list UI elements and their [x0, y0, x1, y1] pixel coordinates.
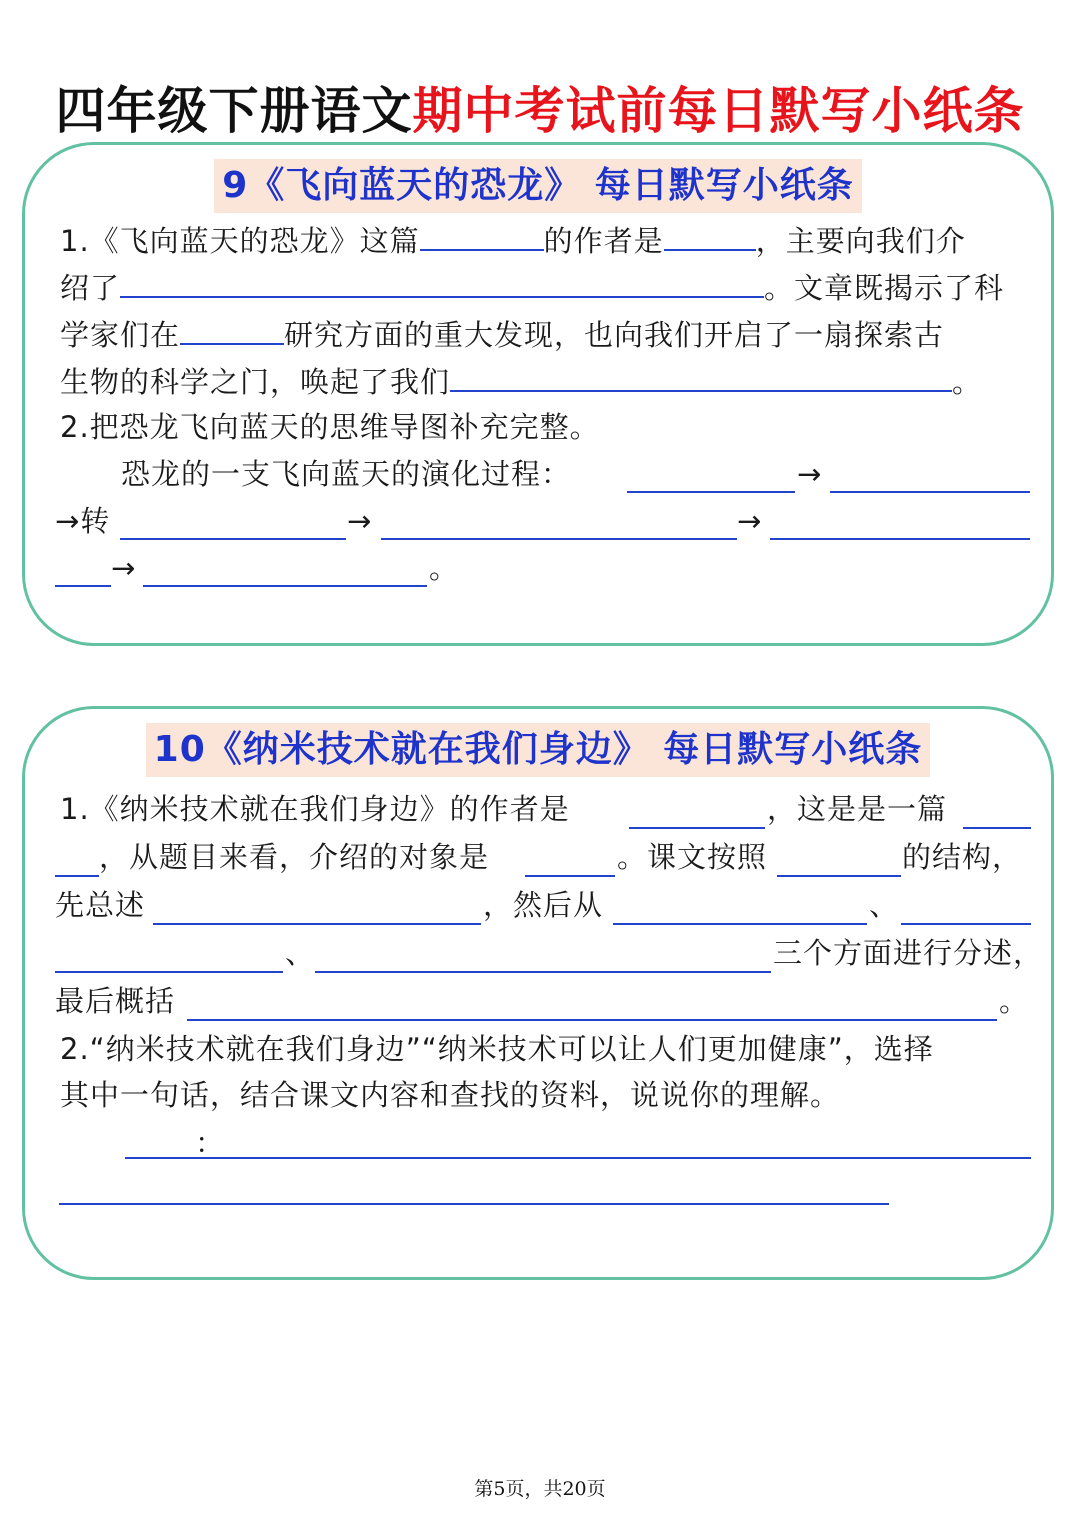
fill-blank[interactable] — [143, 585, 427, 587]
question-line: 1.《纳米技术就在我们身边》的作者是 — [60, 792, 570, 826]
fill-blank[interactable] — [770, 538, 1030, 540]
page-title — [0, 78, 1080, 144]
answer-line[interactable] — [125, 1157, 1031, 1159]
question-2-prompt: 其中一句话，结合课文内容和查找的资料，说说你的理解。 — [60, 1078, 841, 1112]
question-line: 。课文按照 — [617, 840, 768, 874]
fill-blank[interactable] — [55, 875, 99, 877]
fill-blank[interactable] — [777, 875, 901, 877]
question-line: 1.《飞向蓝天的恐龙》这篇 的作者是 ，主要向我们介 — [60, 219, 966, 261]
fill-blank[interactable] — [153, 923, 481, 925]
fill-blank[interactable] — [381, 538, 737, 540]
question-line: ，然后从 — [483, 888, 604, 922]
answer-line[interactable] — [59, 1203, 889, 1205]
question-line: 绍了 。文章既揭示了科 — [60, 266, 1004, 308]
question-2-prompt: 2.“纳米技术就在我们身边”“纳米技术可以让人们更加健康”，选择 — [60, 1032, 934, 1066]
fill-blank[interactable] — [55, 971, 283, 973]
fill-blank[interactable] — [963, 827, 1031, 829]
fill-blank[interactable] — [629, 827, 765, 829]
question-line: 生物的科学之门，唤起了我们 。 — [60, 360, 982, 402]
question-line: 的结构， — [902, 840, 1023, 874]
question-line: 三个方面进行分述， — [773, 936, 1044, 970]
arrow-text: →转 — [55, 504, 111, 538]
period-text: 。 — [429, 551, 460, 585]
fill-blank[interactable] — [613, 923, 867, 925]
question-line: 先总述 — [55, 888, 146, 922]
fill-blank[interactable] — [55, 585, 111, 587]
card-heading — [25, 723, 1051, 777]
fill-blank[interactable] — [627, 491, 795, 493]
question-2-prompt: 2.把恐龙飞向蓝天的思维导图补充完整。 — [60, 410, 600, 444]
arrow-text: → — [111, 551, 137, 585]
fill-blank[interactable] — [420, 219, 544, 251]
fill-blank[interactable] — [830, 491, 1030, 493]
fill-blank[interactable] — [120, 538, 346, 540]
worksheet-card-lesson-10 — [22, 706, 1054, 1280]
fill-blank[interactable] — [901, 923, 1031, 925]
fill-blank[interactable] — [315, 971, 771, 973]
colon-text: ： — [195, 1126, 226, 1160]
arrow-text: → — [737, 504, 763, 538]
arrow-text: → — [347, 504, 373, 538]
question-line: 、 — [285, 936, 316, 970]
page-footer: 第5页，共20页 — [474, 1478, 606, 1500]
card-heading-text: 9《飞向蓝天的恐龙》 每日默写小纸条 — [214, 159, 862, 213]
question-line: ，从题目来看，介绍的对象是 — [99, 840, 490, 874]
fill-blank[interactable] — [180, 313, 284, 345]
question-line: 最后概括 — [55, 984, 176, 1018]
card-heading-text: 10《纳米技术就在我们身边》 每日默写小纸条 — [146, 723, 931, 777]
question-line: 、 — [869, 888, 900, 922]
card-heading — [25, 159, 1051, 213]
page-title-red: 期中考试前每日默写小纸条 — [412, 82, 1025, 140]
fill-blank[interactable] — [120, 266, 764, 298]
question-line: ，这是是一篇 — [767, 792, 948, 826]
question-line: 恐龙的一支飞向蓝天的演化过程： — [121, 457, 572, 491]
question-line: 学家们在 研究方面的重大发现，也向我们开启了一扇探索古 — [60, 313, 944, 355]
fill-blank[interactable] — [525, 875, 615, 877]
fill-blank[interactable] — [664, 219, 756, 251]
page-title-black: 四年级下册语文 — [55, 82, 413, 140]
fill-blank[interactable] — [450, 360, 952, 392]
fill-blank[interactable] — [187, 1019, 997, 1021]
arrow-text: → — [797, 457, 823, 491]
worksheet-card-lesson-9 — [22, 142, 1054, 646]
period-text: 。 — [999, 984, 1030, 1018]
